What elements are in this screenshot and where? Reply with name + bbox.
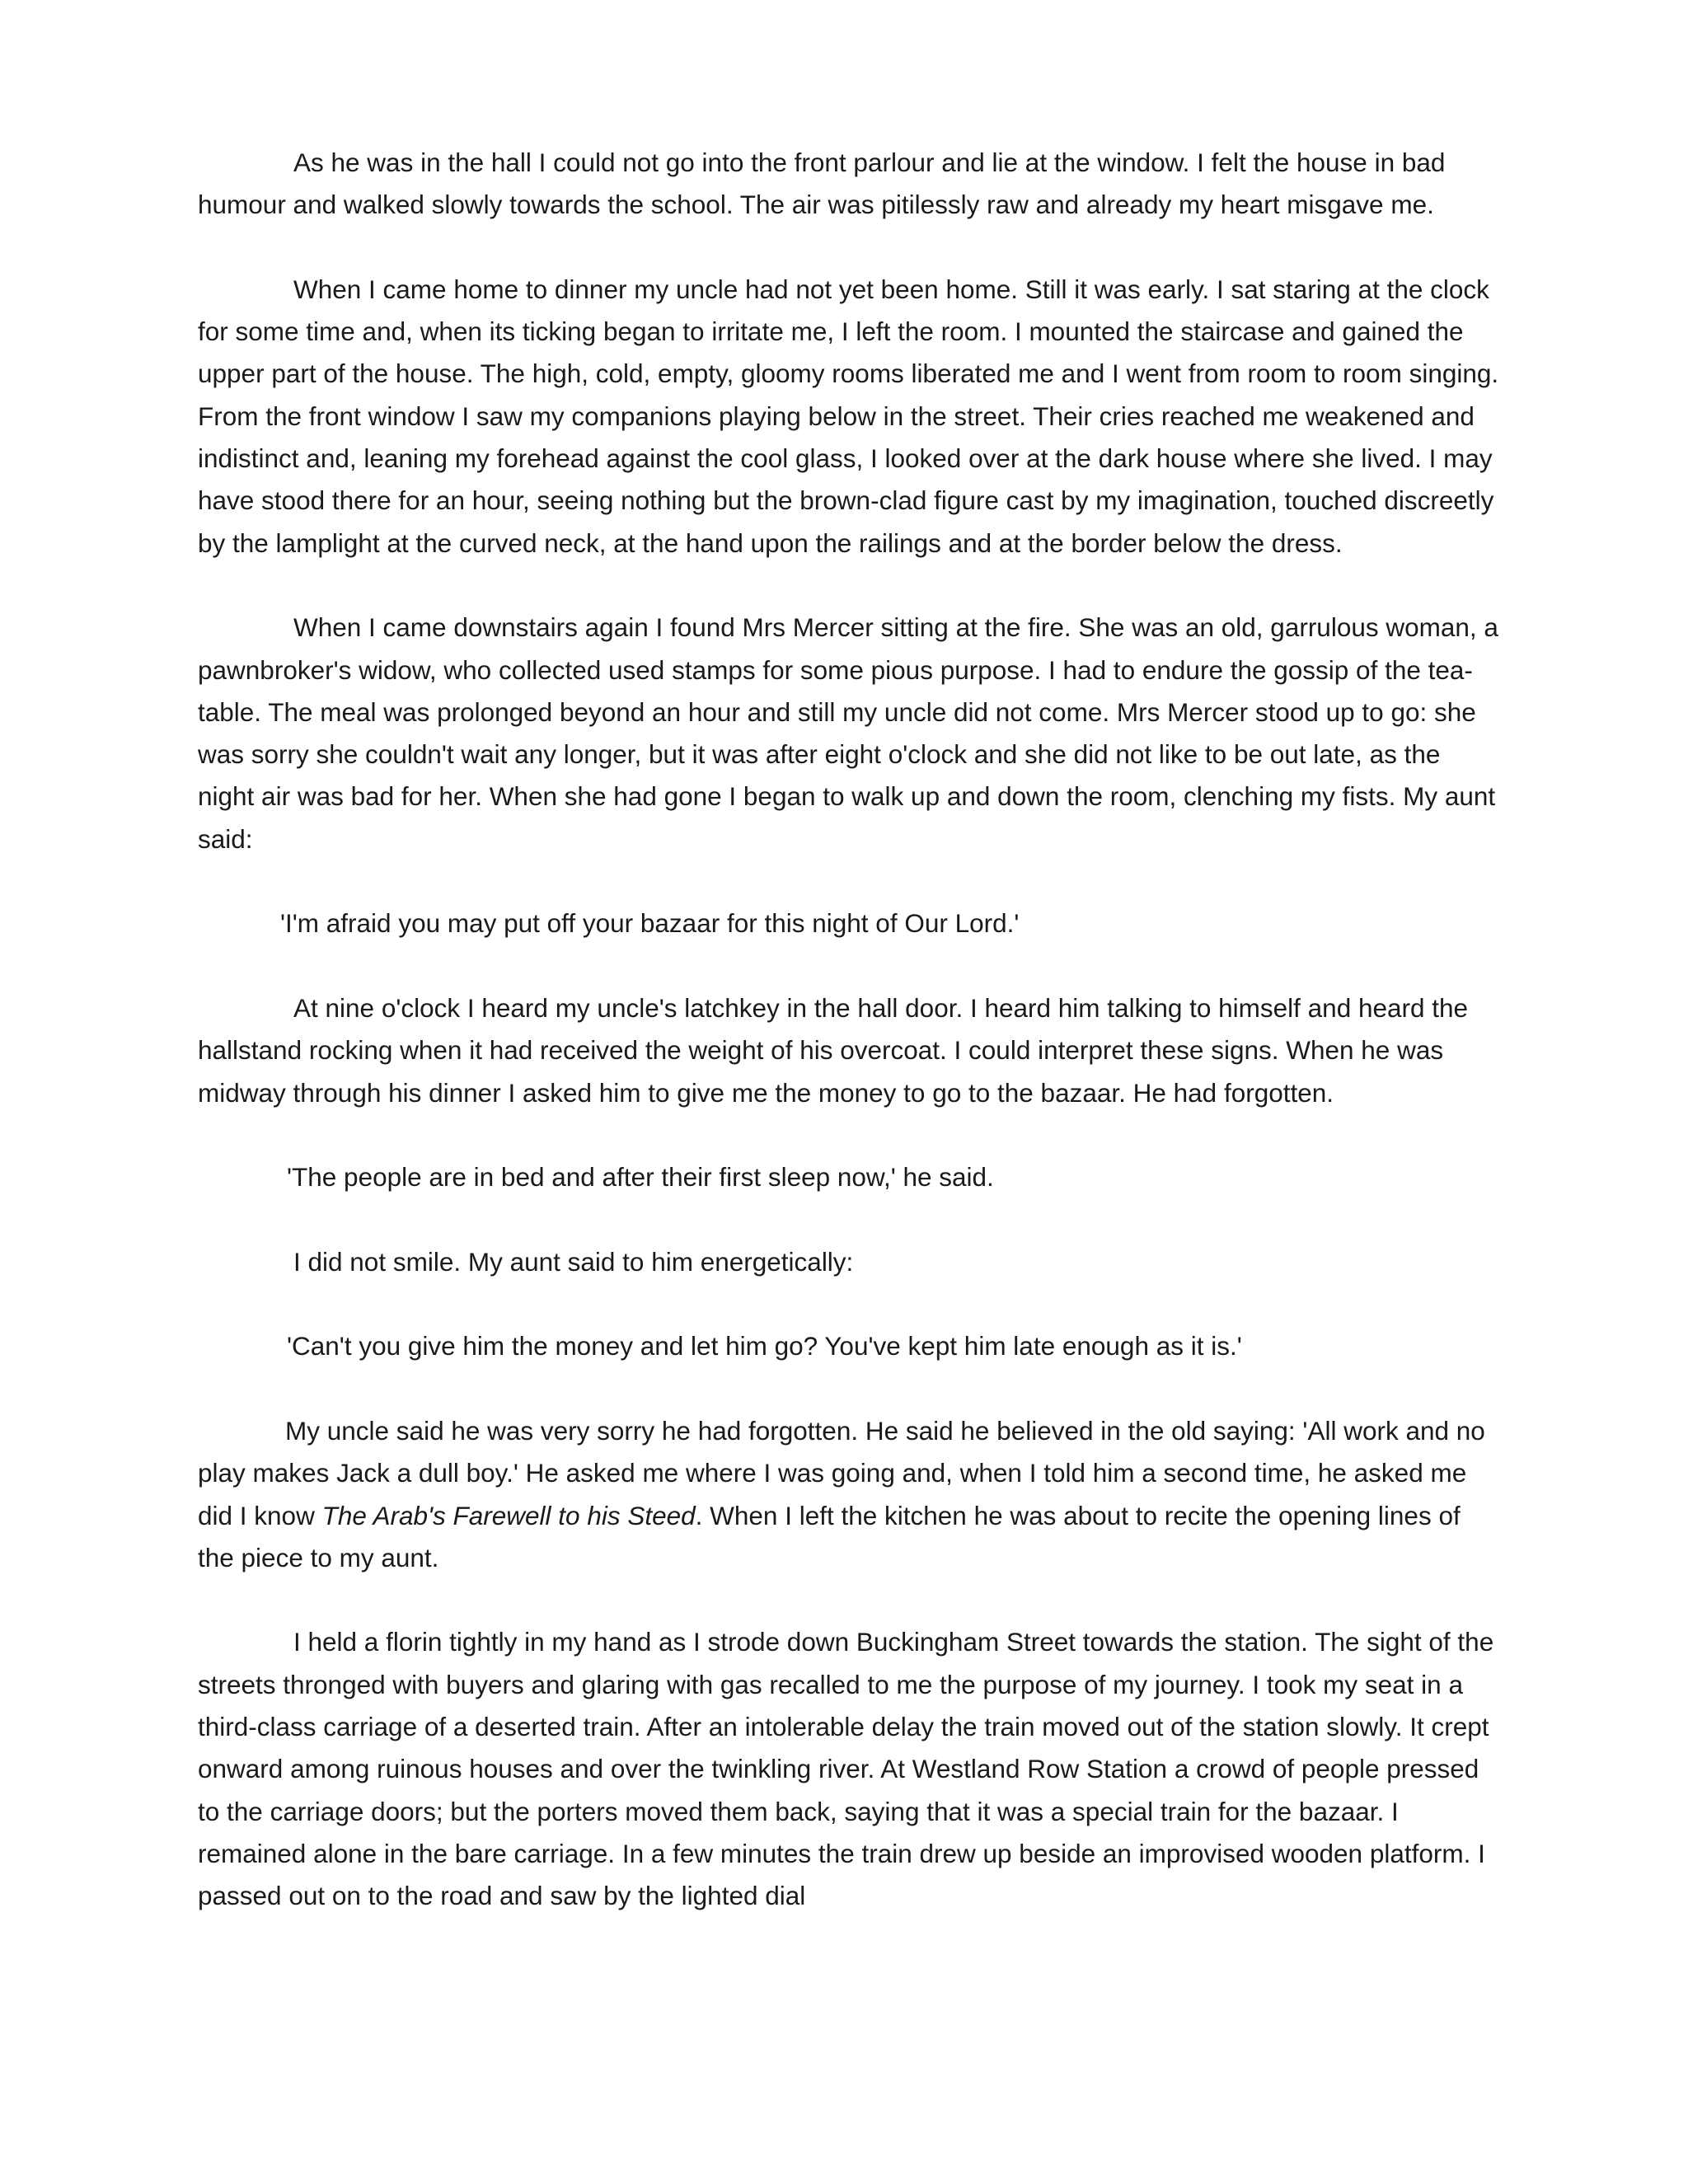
paragraph-5: At nine o'clock I heard my uncle's latchkey in the hall door. I heard him talking to himself and heard the hallstand rocking when it had received the weight of his overcoat. I could interpret these signs. When he was midway through his dinner I asked him to give me the money to go to the bazaar. He had forgotten. <box>198 992 1469 1108</box>
paragraph-9 <box>198 1410 1500 1579</box>
paragraph-9-part-2: . When I left the kitchen he was about to recite the opening lines of the piece to my aunt. <box>198 1500 1461 1572</box>
dialogue-aunt-bazaar: 'I'm afraid you may put off your bazaar for this night of Our Lord.' <box>280 908 1020 939</box>
paragraph-10: I held a florin tightly in my hand as I strode down Buckingham Street towards the station. The sight of the streets thronged with buyers and glaring with gas recalled to me the purpose of my journey. I took my seat in a third-class carriage of a deserted train. After an intolerable delay the train moved out of the station slowly. It crept onward among ruinous houses and over the twinkling river. At Westland Row Station a crowd of people pressed to the carriage doors; but the porters moved them back, saying that it was a special train for the bazaar. I remained alone in the bare carriage. In a few minutes the train drew up beside an improvised wooden platform. I passed out on to the road and saw by the lighted dial <box>198 1627 1494 1911</box>
body-text <box>198 142 1500 1917</box>
paragraph-2: When I came home to dinner my uncle had not yet been home. Still it was early. I sat staring at the clock for some time and, when its ticking began to irritate me, I left the room. I mounted the staircase and gained the upper part of the house. The high, cold, empty, gloomy rooms liberated me and I went from room to room singing. From the front window I saw my companions playing below in the street. Their cries reached me weakened and indistinct and, leaning my forehead against the cool glass, I looked over at the dark house where she lived. I may have stood there for an hour, seeing nothing but the brown-clad figure cast by my imagination, touched discreetly by the lamplight at the curved neck, at the hand upon the railings and at the border below the dress. <box>198 274 1499 558</box>
paragraph-9-part-1: My uncle said he was very sorry he had forgotten. He said he believed in the old saying: 'All work and no play makes Jack a dull boy.' He asked me where I was going and, when I told him a second time, he asked me did I know <box>198 1415 1485 1530</box>
paragraph-1: As he was in the hall I could not go into the front parlour and lie at the window. I felt the house in bad humour and walked slowly towards the school. The air was pitilessly raw and already my heart misgave me. <box>198 148 1446 220</box>
dialogue-uncle-sleep: 'The people are in bed and after their first sleep now,' he said. <box>287 1162 994 1193</box>
poem-title-italic: The Arab's Farewell to his Steed <box>321 1500 696 1530</box>
paragraph-3: When I came downstairs again I found Mrs Mercer sitting at the fire. She was an old, garrulous woman, a pawnbroker's widow, who collected used stamps for some pious purpose. I had to endure the gossip of the tea-table. The meal was prolonged beyond an hour and still my uncle did not come. Mrs Mercer stood up to go: she was sorry she couldn't wait any longer, but it was after eight o'clock and she did not like to be out late, as the night air was bad for her. When she had gone I began to walk up and down the room, clenching my fists. My aunt said: <box>198 612 1498 854</box>
dialogue-aunt-money: 'Can't you give him the money and let him go? You've kept him late enough as it is.' <box>287 1331 1242 1361</box>
paragraph-did-not-smile: I did not smile. My aunt said to him energetically: <box>293 1246 854 1277</box>
